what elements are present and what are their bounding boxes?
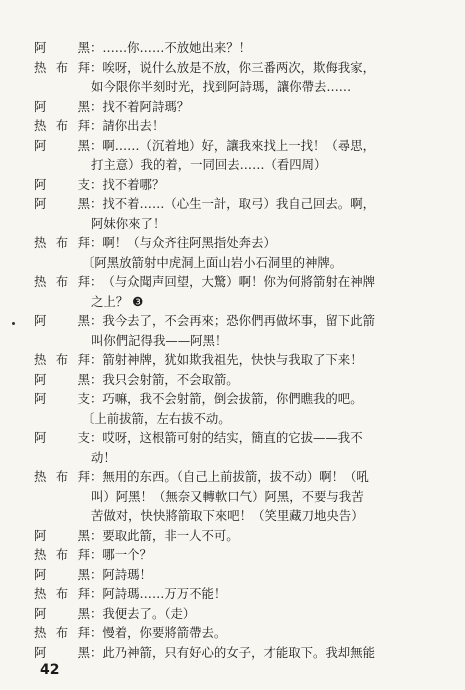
footnote-marker: ❸ <box>132 293 144 309</box>
dialogue-line <box>34 175 450 195</box>
speaker-colon: ： <box>90 527 103 543</box>
speaker-colon: ： <box>90 196 103 211</box>
dialogue-line <box>34 643 450 663</box>
speaker-colon: ： <box>90 313 103 328</box>
line-text: 我只会射箭，不会取箭。 <box>102 371 239 387</box>
dialogue-line <box>34 194 450 214</box>
line-text: 如今限你半刻时光，找到阿詩瑪，讓你帶去…… <box>91 79 352 94</box>
speaker-colon: ： <box>90 59 103 75</box>
speaker-name: 阿 支 <box>34 430 90 445</box>
speaker-name: 阿 黑 <box>34 566 90 582</box>
speaker-colon: ： <box>90 430 103 445</box>
speaker-name: 热布拜 <box>34 547 90 562</box>
speaker-colon: ： <box>90 371 103 387</box>
dialogue-line <box>34 526 450 546</box>
line-text: 哎呀，这根箭可射的结实，簡直的它拔——我不 <box>102 430 363 445</box>
dialogue-line <box>34 428 450 448</box>
speaker-colon: ： <box>90 235 103 250</box>
line-text: 阿詩瑪……万万不能！ <box>102 586 227 601</box>
speaker-name: 热布拜 <box>34 274 90 289</box>
speaker-colon: ： <box>90 547 103 562</box>
line-text: 叫你們記得我——阿黑！ <box>91 332 228 348</box>
dialogue-line <box>34 623 450 643</box>
line-text: 〔上前拔箭，左右拔不动。 <box>82 410 231 426</box>
stage-direction <box>34 409 450 429</box>
line-text: 哪一个？ <box>102 547 152 562</box>
speaker-colon: ： <box>90 40 103 55</box>
speaker-name: 阿 支 <box>34 391 90 406</box>
line-text: 打主意）我的着，一同回去……（看四周） <box>91 157 327 172</box>
line-text: 阿詩瑪！ <box>102 566 152 582</box>
continuation-line <box>34 77 450 97</box>
speaker-name: 阿 黑 <box>34 137 90 153</box>
speaker-name: 热布拜 <box>34 352 90 367</box>
dialogue-line <box>34 58 450 78</box>
line-text: 此乃神箭，只有好心的女子，才能取下。我却無能 <box>102 644 375 660</box>
dialogue-line <box>34 116 450 136</box>
speaker-name: 阿 黑 <box>34 605 90 621</box>
line-text: 無用的东西。（自己上前拔箭，拔不动）啊！（吼 <box>102 469 369 484</box>
line-text: 之上？ <box>91 293 129 309</box>
dialogue-line <box>34 350 450 370</box>
speaker-colon: ： <box>90 644 103 660</box>
speaker-name: 阿 黑 <box>34 196 90 211</box>
speaker-colon: ： <box>90 566 103 582</box>
line-text: 阿妹你來了！ <box>91 215 166 231</box>
speaker-name: 阿 黑 <box>34 313 90 328</box>
continuation-line <box>34 506 450 526</box>
line-text: 巧嘛，我不会射箭，倒会拔箭，你們瞧我的吧。 <box>102 391 363 406</box>
speaker-name: 阿 黑 <box>34 40 90 55</box>
speaker-name: 阿 支 <box>34 176 90 192</box>
line-text: 要取此箭，非一人不可。 <box>102 527 239 543</box>
continuation-line <box>34 331 450 351</box>
dialogue-line <box>34 545 450 565</box>
speaker-colon: ： <box>90 176 103 192</box>
line-text: 啊……（沉着地）好，讓我來找上一找！（尋思， <box>102 137 375 153</box>
speaker-colon: ： <box>90 625 103 640</box>
line-text: 叫）阿黑！（無奈又轉軟口气）阿黑，不要与我苦 <box>91 488 364 504</box>
line-text: 我便去了。（走） <box>102 605 196 621</box>
dialogue-line <box>34 311 450 331</box>
speaker-name: 热布拜 <box>34 469 90 484</box>
line-text: 箭射神牌，犹如欺我祖先，快快与我取了下来！ <box>102 352 363 367</box>
speaker-name: 热布拜 <box>34 586 90 601</box>
speaker-colon: ： <box>90 352 103 367</box>
dialogue-line <box>34 467 450 487</box>
continuation-line <box>34 214 450 234</box>
dialogue-line <box>34 233 450 253</box>
speaker-colon: ： <box>90 137 103 153</box>
dialogue-line <box>34 389 450 409</box>
speaker-colon: ： <box>90 605 103 621</box>
line-text: （与众聞声回望，大驚）啊！你为何將箭射在神牌 <box>102 274 375 289</box>
stage-direction <box>34 253 450 273</box>
line-text: 唉呀，说什么放是不放，你三番两次，欺侮我家， <box>102 59 375 75</box>
line-text: ……你……不放她出来？！ <box>102 40 252 55</box>
line-text: 动！ <box>91 449 116 465</box>
speaker-colon: ： <box>90 469 103 484</box>
ink-speck <box>12 322 15 325</box>
line-text: 我今去了，不会再來；恐你們再做坏事，留下此箭 <box>102 313 375 328</box>
speaker-name: 阿 黑 <box>34 98 90 114</box>
dialogue-line <box>34 97 450 117</box>
speaker-name: 热布拜 <box>34 59 90 75</box>
speaker-name: 阿 黑 <box>34 644 90 660</box>
dialogue-line <box>34 38 450 58</box>
continuation-line <box>34 292 450 312</box>
line-text: 慢着，你要將箭帶去。 <box>102 625 227 640</box>
line-text: 〔阿黑放箭射中虎洞上面山岩小石洞里的神牌。 <box>82 254 343 270</box>
line-text: 苦做对，快快將箭取下來吧！（笑里藏刀地央告） <box>91 508 364 523</box>
dialogue-line <box>34 565 450 585</box>
line-text: 找不着……（心生一計，取弓）我自己回去。啊， <box>102 196 375 211</box>
dialogue-line <box>34 272 450 292</box>
speaker-colon: ： <box>90 98 103 114</box>
dialogue-body <box>34 38 450 662</box>
dialogue-line <box>34 584 450 604</box>
speaker-name: 热布拜 <box>34 235 90 250</box>
speaker-name: 热布拜 <box>34 118 90 133</box>
speaker-name: 阿 黑 <box>34 527 90 543</box>
speaker-colon: ： <box>90 274 103 289</box>
speaker-colon: ： <box>90 391 103 406</box>
line-text: 請你出去！ <box>102 118 165 133</box>
continuation-line <box>34 448 450 468</box>
line-text: 啊！（与众齐往阿黑指处奔去） <box>102 235 276 250</box>
dialogue-line <box>34 136 450 156</box>
continuation-line <box>34 487 450 507</box>
dialogue-line <box>34 370 450 390</box>
continuation-line <box>34 155 450 175</box>
dialogue-line <box>34 604 450 624</box>
page-number: 42 <box>40 662 60 678</box>
speaker-colon: ： <box>90 586 103 601</box>
speaker-colon: ： <box>90 118 103 133</box>
line-text: 找不着哪？ <box>102 176 165 192</box>
speaker-name: 热布拜 <box>34 625 90 640</box>
line-text: 找不着阿詩瑪？ <box>102 98 190 114</box>
speaker-name: 阿 黑 <box>34 371 90 387</box>
